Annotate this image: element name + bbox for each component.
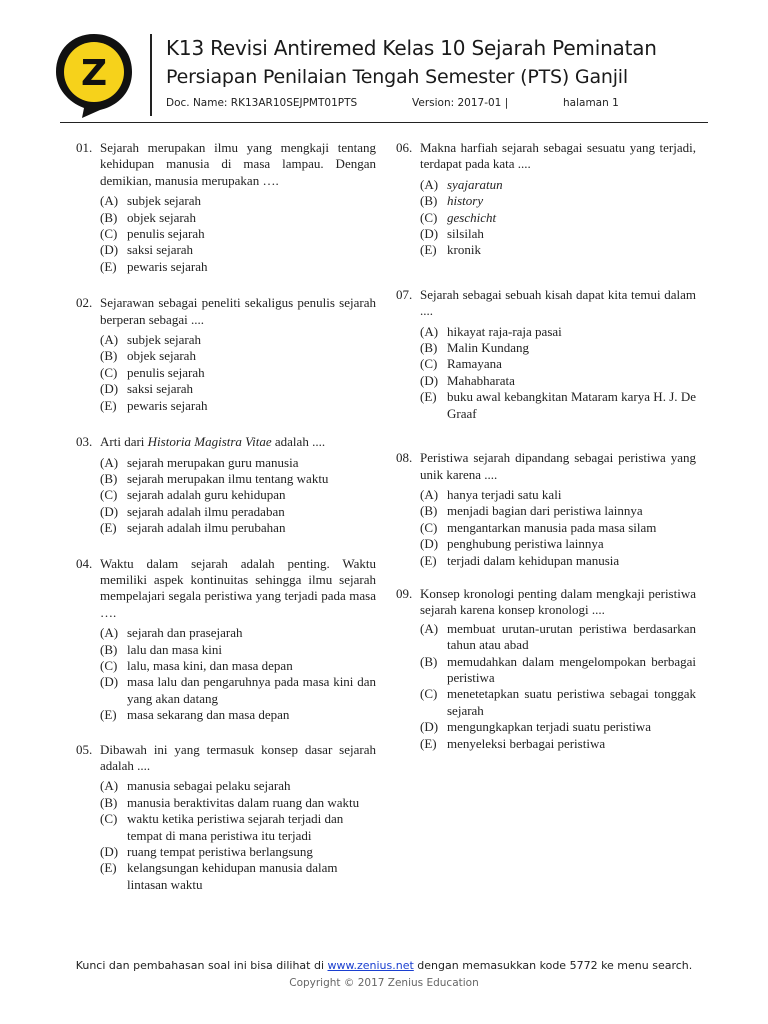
- option-label: (D): [420, 536, 439, 552]
- question-number: 02.: [76, 295, 93, 311]
- option-b[interactable]: [420, 193, 696, 209]
- question-number: 09.: [396, 585, 413, 601]
- option-label: (D): [100, 503, 119, 519]
- option-e[interactable]: [100, 860, 376, 893]
- option-text: memudahkan dalam mengelompokan berbagai peristiwa: [447, 653, 696, 685]
- option-text: sejarah adalah ilmu peradaban: [127, 503, 285, 519]
- question-04: [76, 556, 376, 724]
- copyright: Copyright © 2017 Zenius Education: [289, 977, 479, 989]
- option-text: manusia sebagai pelaku sejarah: [127, 778, 291, 794]
- option-d[interactable]: [100, 242, 376, 258]
- question-number: 08.: [396, 450, 413, 466]
- option-c[interactable]: [420, 520, 696, 536]
- option-text: Malin Kundang: [447, 340, 529, 356]
- doc-name: Doc. Name: RK13AR10SEJPMT01PTS: [166, 97, 358, 109]
- option-a[interactable]: [100, 778, 376, 794]
- option-d[interactable]: [100, 504, 376, 520]
- option-a[interactable]: [100, 455, 376, 471]
- option-c[interactable]: [100, 811, 376, 844]
- option-label: (C): [420, 209, 438, 225]
- option-text: history: [447, 193, 484, 209]
- option-e[interactable]: [100, 707, 376, 723]
- option-text: buku awal kebangkitan Mataram karya H. J. De Graaf: [447, 389, 696, 421]
- option-text: subjek sejarah: [127, 332, 202, 348]
- footer-text-post: dengan memasukkan kode 5772 ke menu search.: [413, 959, 693, 972]
- option-text: membuat urutan-urutan peristiwa berdasarkan tahun atau abad: [447, 620, 696, 653]
- option-b[interactable]: [100, 348, 376, 364]
- option-text: menjadi bagian dari peristiwa lainnya: [447, 503, 643, 519]
- option-label: (E): [100, 258, 117, 274]
- question-text: [100, 434, 376, 450]
- question-text: Dibawah ini yang termasuk konsep dasar sejarah adalah ....: [100, 741, 376, 773]
- option-label: (B): [100, 794, 118, 810]
- option-text: Mahabharata: [447, 372, 515, 388]
- page-number: halaman 1: [563, 97, 619, 109]
- option-label: (C): [100, 364, 118, 380]
- question-text: Sejarah merupakan ilmu yang mengkaji tentang kehidupan manusia di masa lampau. Dengan demikian, manusia merupakan ….: [100, 140, 376, 188]
- option-text: penulis sejarah: [127, 364, 205, 380]
- option-a[interactable]: [420, 487, 696, 503]
- option-label: (E): [420, 552, 437, 568]
- question-07: [396, 287, 696, 422]
- option-label: (B): [420, 503, 438, 519]
- zenius-link[interactable]: www.zenius.net: [327, 959, 414, 972]
- question-number: 03.: [76, 434, 93, 450]
- doc-version: Version: 2017-01 |: [412, 97, 509, 109]
- page-title: K13 Revisi Antiremed Kelas 10 Sejarah Peminatan: [166, 36, 657, 60]
- question-01: [76, 140, 376, 275]
- option-e[interactable]: [420, 736, 696, 752]
- question-02: [76, 295, 376, 414]
- option-text: mengungkapkan terjadi suatu peristiwa: [447, 719, 651, 735]
- header-divider: [150, 34, 152, 116]
- option-d[interactable]: [100, 844, 376, 860]
- option-a[interactable]: [100, 193, 376, 209]
- option-label: (E): [100, 520, 117, 536]
- option-label: (A): [420, 620, 439, 636]
- option-c[interactable]: [420, 356, 696, 372]
- option-b[interactable]: [420, 340, 696, 356]
- option-text: subjek sejarah: [127, 193, 202, 209]
- option-text: penghubung peristiwa lainnya: [447, 536, 604, 552]
- option-e[interactable]: [420, 389, 696, 422]
- option-text: hanya terjadi satu kali: [447, 486, 562, 502]
- option-label: (A): [100, 454, 119, 470]
- option-c[interactable]: [420, 210, 696, 226]
- footer-note: [0, 959, 768, 972]
- option-text: sejarah adalah guru kehidupan: [127, 487, 286, 503]
- option-text: sejarah dan prasejarah: [127, 625, 243, 641]
- option-label: (A): [420, 323, 439, 339]
- option-text: sejarah merupakan guru manusia: [127, 454, 299, 470]
- option-text: hikayat raja-raja pasai: [447, 323, 562, 339]
- option-b[interactable]: [420, 503, 696, 519]
- question-text: Peristiwa sejarah dipandang sebagai peristiwa yang unik karena ....: [420, 450, 696, 482]
- option-label: (B): [420, 193, 438, 209]
- option-c[interactable]: [100, 658, 376, 674]
- option-a[interactable]: [420, 621, 696, 654]
- option-label: (C): [100, 811, 118, 827]
- option-label: (E): [100, 860, 117, 876]
- option-text: lalu dan masa kini: [127, 641, 222, 657]
- question-text-post: adalah ....: [271, 434, 326, 450]
- option-text: Ramayana: [447, 356, 502, 372]
- option-d[interactable]: [100, 381, 376, 397]
- option-label: (D): [420, 372, 439, 388]
- option-c[interactable]: [420, 686, 696, 719]
- option-text: masa sekarang dan masa depan: [127, 707, 290, 723]
- option-d[interactable]: [420, 719, 696, 735]
- option-text: mengantarkan manusia pada masa silam: [447, 519, 657, 535]
- option-text: manusia beraktivitas dalam ruang dan waktu: [127, 794, 360, 810]
- option-label: (A): [420, 176, 439, 192]
- option-label: (D): [100, 844, 119, 860]
- option-b[interactable]: [100, 471, 376, 487]
- option-text: ruang tempat peristiwa berlangsung: [127, 844, 313, 860]
- question-text-italic: Historia Magistra Vitae: [147, 434, 272, 450]
- option-d[interactable]: [100, 674, 376, 707]
- option-text: saksi sejarah: [127, 242, 194, 258]
- question-08: [396, 450, 696, 569]
- option-label: (B): [100, 209, 118, 225]
- question-number: 07.: [396, 286, 413, 302]
- option-text: objek sejarah: [127, 348, 196, 364]
- right-column: [396, 140, 696, 752]
- option-label: (A): [100, 193, 119, 209]
- option-c[interactable]: [100, 365, 376, 381]
- question-text: Waktu dalam sejarah adalah penting. Waktu memiliki aspek kontinuitas sehingga ilmu sejarah mempelajari segala peristiwa yang terjadi pada masa ….: [100, 555, 376, 620]
- question-06: [396, 140, 696, 259]
- footer-text-pre: Kunci dan pembahasan soal ini bisa dilihat di: [75, 959, 328, 972]
- option-text: menyeleksi berbagai peristiwa: [447, 735, 606, 751]
- question-09: [396, 586, 696, 752]
- question-05: [76, 742, 376, 894]
- option-label: (D): [100, 242, 119, 258]
- option-text: lalu, masa kini, dan masa depan: [127, 657, 293, 673]
- option-label: (A): [100, 778, 119, 794]
- zenius-logo: [54, 30, 134, 120]
- option-text: masa lalu dan pengaruhnya pada masa kini dan yang akan datang: [127, 674, 376, 706]
- option-e[interactable]: [420, 553, 696, 569]
- option-label: (C): [100, 226, 118, 242]
- question-text: Sejarawan sebagai peneliti sekaligus penulis sejarah berperan sebagai ....: [100, 295, 376, 327]
- option-label: (C): [420, 356, 438, 372]
- option-label: (E): [100, 397, 117, 413]
- option-b[interactable]: [100, 642, 376, 658]
- option-text: syajaratun: [447, 176, 503, 192]
- option-label: (C): [420, 686, 438, 702]
- option-label: (B): [100, 470, 118, 486]
- option-a[interactable]: [420, 177, 696, 193]
- option-c[interactable]: [100, 226, 376, 242]
- option-a[interactable]: [420, 324, 696, 340]
- option-text: silsilah: [447, 226, 484, 242]
- left-column: [76, 140, 376, 893]
- option-b[interactable]: [420, 654, 696, 687]
- option-d[interactable]: [420, 226, 696, 242]
- option-label: (E): [420, 389, 437, 405]
- option-text: objek sejarah: [127, 209, 196, 225]
- question-number: 01.: [76, 140, 93, 155]
- option-e[interactable]: [100, 520, 376, 536]
- option-text: menetetapkan suatu peristiwa sebagai tonggak sejarah: [447, 686, 696, 718]
- option-text: pewaris sejarah: [127, 258, 208, 274]
- option-b[interactable]: [100, 795, 376, 811]
- question-number: 06.: [396, 140, 413, 155]
- option-text: penulis sejarah: [127, 226, 205, 242]
- option-text: saksi sejarah: [127, 381, 194, 397]
- option-c[interactable]: [100, 487, 376, 503]
- question-number: 05.: [76, 741, 93, 757]
- option-d[interactable]: [420, 373, 696, 389]
- question-text: Makna harfiah sejarah sebagai sesuatu yang terjadi, terdapat pada kata ....: [420, 140, 696, 172]
- question-03: [76, 434, 376, 536]
- option-label: (E): [100, 707, 117, 723]
- option-label: (C): [100, 487, 118, 503]
- header-rule: [60, 122, 708, 123]
- option-text: pewaris sejarah: [127, 397, 208, 413]
- option-e[interactable]: [100, 398, 376, 414]
- option-label: (D): [100, 381, 119, 397]
- logo-letter: Z: [80, 53, 108, 94]
- option-d[interactable]: [420, 536, 696, 552]
- option-text: waktu ketika peristiwa sejarah terjadi dan tempat di mana peristiwa itu terjadi: [127, 811, 344, 843]
- logo-icon: [54, 30, 134, 120]
- option-label: (C): [100, 657, 118, 673]
- option-label: (A): [100, 625, 119, 641]
- page-subtitle: Persiapan Penilaian Tengah Semester (PTS) Ganjil: [166, 66, 628, 88]
- option-label: (B): [420, 340, 438, 356]
- option-e[interactable]: [100, 259, 376, 275]
- option-text: sejarah adalah ilmu perubahan: [127, 520, 286, 536]
- option-a[interactable]: [100, 625, 376, 641]
- question-text-pre: Arti dari: [100, 434, 148, 450]
- option-label: (D): [100, 674, 119, 690]
- option-b[interactable]: [100, 210, 376, 226]
- option-label: (A): [100, 332, 119, 348]
- option-text: sejarah merupakan ilmu tentang waktu: [127, 470, 329, 486]
- option-a[interactable]: [100, 332, 376, 348]
- option-label: (B): [420, 653, 438, 669]
- question-text: Konsep kronologi penting dalam mengkaji peristiwa sejarah karena konsep kronologi ....: [420, 585, 696, 618]
- question-text: Sejarah sebagai sebuah kisah dapat kita temui dalam ....: [420, 286, 696, 319]
- option-text: geschicht: [447, 209, 497, 225]
- option-e[interactable]: [420, 242, 696, 258]
- option-text: kronik: [447, 242, 481, 258]
- option-label: (B): [100, 348, 118, 364]
- option-label: (D): [420, 719, 439, 735]
- option-label: (A): [420, 486, 439, 502]
- option-label: (C): [420, 519, 438, 535]
- option-label: (E): [420, 242, 437, 258]
- option-label: (E): [420, 735, 437, 751]
- question-number: 04.: [76, 555, 93, 571]
- option-label: (D): [420, 226, 439, 242]
- option-text: terjadi dalam kehidupan manusia: [447, 552, 620, 568]
- option-text: kelangsungan kehidupan manusia dalam lintasan waktu: [127, 860, 338, 892]
- option-label: (B): [100, 641, 118, 657]
